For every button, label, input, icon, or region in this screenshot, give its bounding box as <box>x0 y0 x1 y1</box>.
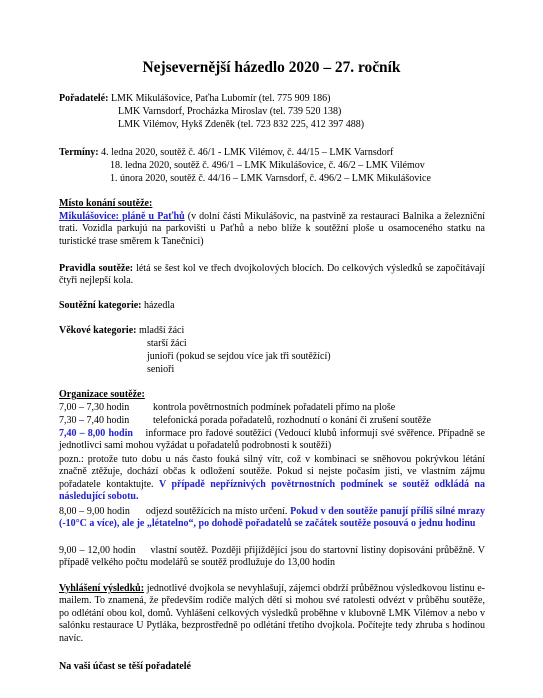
results-paragraph <box>59 583 485 645</box>
rules-heading: Pravidla soutěže: <box>59 263 134 274</box>
results-text: jednotlivé dvojkola se nevyhlašují, zájemci obdrží průběžnou výsledkovou listinu e-mailem. To znamená, že především rodiče malých dětí si mohou své ratolesti odvézt v průběhu soutěže, po odlétání obou kol, domů. Vyhlášení celkových výsledků proběhne v klubovně LMK Vilémov a nebo v salónku restaurace U Pytláka, bezprostředně po odlétání třetího dvojkola. Počítejte tedy zhruba s hodinou navíc. <box>59 583 486 644</box>
schedule-time-2: 7,30 – 7,40 hodin <box>59 415 130 426</box>
schedule-time-1: 7,00 – 7,30 hodin <box>59 402 130 413</box>
organizers-label: Pořadatelé: <box>59 93 109 104</box>
schedule-text-3: informace pro řadové soutěžící (Vedoucí klubů informují své svěřence. Případně se jednotlivci sami mohou vyžádat u pořadatelů podrobnosti k soutěži) <box>59 428 485 452</box>
date-3: 1. února 2020, soutěž č. 44/16 – LMK Varnsdorf, č. 496/2 – LMK Mikulášovice <box>110 173 431 184</box>
organization-heading: Organizace soutěže: <box>59 389 145 400</box>
note-blue: V případě nepříznivých povětrnostních podmínek se soutěž odkládá na následující sobotu. <box>59 478 485 503</box>
results-heading: Vyhlášení výsledků: <box>59 583 145 594</box>
dates-label: Termíny: <box>59 147 99 158</box>
schedule-text-2: telefonická porada pořadatelů, rozhodnutí o konání či zrušení soutěže <box>153 415 431 426</box>
schedule-blue-4: Pokud v den soutěže panují příliš silné mrazy (-10°C a více), ale je „létatelno“, po dohodě pořadatelů se začátek soutěže posouvá o jednu hodinu <box>59 506 485 530</box>
organizer-3: LMK Vilémov, Hykš Zdeněk (tel. 723 832 225, 412 397 488) <box>118 119 365 130</box>
age-item-3: junioři (pokud se sejdou více jak tři soutěžící) <box>147 351 331 362</box>
venue-text: (v dolní části Mikulášovic, na pastvině za restaurací Balnika a železniční trati. Vozidla parkujú na parkovišti u Paťhů a nebo blíže k soutěžní ploše u osamoceného statku na turistické trase směrem k Tanečnici) <box>59 211 486 247</box>
closing-line: Na vaši účast se těší pořadatelé <box>59 661 191 672</box>
age-line-1 <box>59 325 184 337</box>
schedule-text-4: odjezd soutěžících na místo určení. <box>145 506 291 517</box>
organizer-1: LMK Mikulášovice, Paťha Lubomír (tel. 775 909 186) <box>110 93 331 104</box>
rules-paragraph <box>59 263 485 288</box>
category-text: házedla <box>141 300 175 311</box>
venue-paragraph <box>59 211 485 248</box>
date-2: 18. ledna 2020, soutěž č. 496/1 – LMK Mikulášovice, č. 46/2 – LMK Vilémov <box>110 160 425 171</box>
schedule-text-1: kontrola povětrnostních podmínek pořadateli přímo na ploše <box>153 402 396 413</box>
date-1: 4. ledna 2020, soutěž č. 46/1 - LMK Vilémov, č. 44/15 – LMK Varnsdorf <box>101 147 394 158</box>
schedule-text-5: vlastní soutěž. Později přijíždějící jsou do startovní listiny dopisováni průběžně. V případě velkého počtu modelářů se soutěž prodlužuje do 13,00 hodin <box>59 545 486 569</box>
schedule-time-4: 8,00 – 9,00 hodin <box>59 506 130 517</box>
schedule-row-5 <box>59 545 485 570</box>
venue-highlight: Mikulášovice: pláně u Paťhů <box>59 211 185 222</box>
schedule-time-3: 7,40 – 8,00 hodin <box>59 428 133 439</box>
category-heading: Soutěžní kategorie: <box>59 300 142 311</box>
age-item-1: mladší žáci <box>138 325 185 336</box>
organizers-line-1 <box>59 93 330 105</box>
schedule-note <box>59 454 485 504</box>
schedule-time-5: 9,00 – 12,00 hodin <box>59 545 136 556</box>
rules-text: létá se šest kol ve třech dvojkolových blocích. Do celkových výsledků se započítávají čtyři nejlepší kola. <box>59 263 485 287</box>
note-text: pozn.: protože tuto dobu u nás často fouká silný vítr, což v kombinaci se sněhovou pokrývkou létání značně ztěžuje, dochází občas k odložení soutěže. Pokud si nejste počasím jisti, ve vlastním zájmu pořadatele kontaktujte. <box>59 454 485 490</box>
organizer-2: LMK Varnsdorf, Procházka Miroslav (tel. 739 520 138) <box>118 106 342 117</box>
venue-heading: Místo konání soutěže: <box>59 198 153 209</box>
age-heading: Věkové kategorie: <box>59 325 137 336</box>
age-item-2: starší žáci <box>147 338 187 349</box>
page-title: Nejsevernější házedlo 2020 – 27. ročník <box>142 59 401 76</box>
category-line <box>59 300 175 312</box>
schedule-row-3 <box>59 428 485 453</box>
age-item-4: senioři <box>147 364 175 375</box>
dates-line-1 <box>59 147 393 159</box>
schedule-row-4 <box>59 506 485 531</box>
